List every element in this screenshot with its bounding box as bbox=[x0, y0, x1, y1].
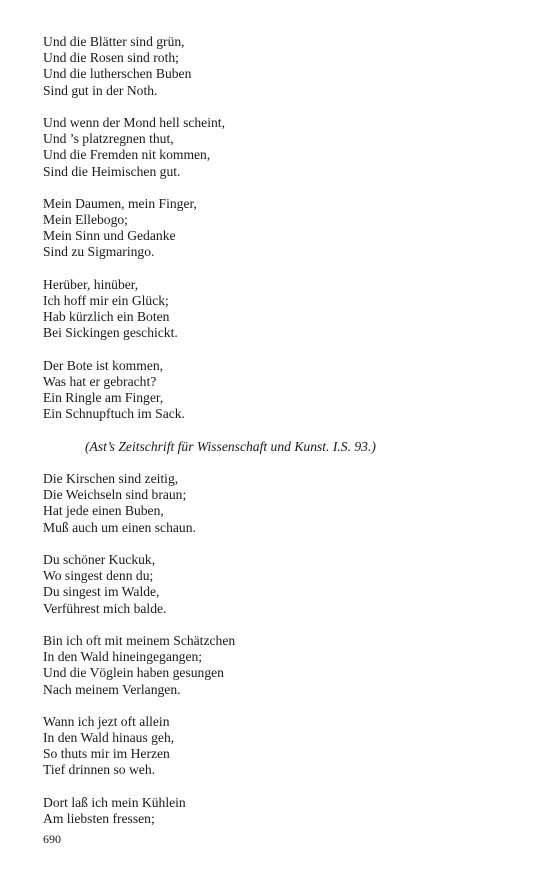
stanza-7 bbox=[43, 552, 523, 617]
verse-line: Bei Sickingen geschickt. bbox=[43, 325, 178, 341]
verse-line: In den Wald hineingegangen; bbox=[43, 649, 203, 665]
verse-line: Ein Schnupftuch im Sack. bbox=[43, 406, 185, 422]
stanza-10 bbox=[43, 795, 523, 827]
verse-line: Sind zu Sigmaringo. bbox=[43, 244, 155, 260]
verse-line: Und die lutherschen Buben bbox=[43, 66, 192, 82]
stanza-2 bbox=[43, 115, 523, 180]
verse-line: Mein Ellebogo; bbox=[43, 212, 128, 228]
verse-line: Und die Blätter sind grün, bbox=[43, 34, 185, 49]
verse-line: Und ’s platzregnen thut, bbox=[43, 131, 174, 147]
stanza-1 bbox=[43, 34, 523, 99]
verse-line: Herüber, hinüber, bbox=[43, 276, 139, 292]
verse-line: Ich hoff mir ein Glück; bbox=[43, 293, 169, 308]
verse-line: Die Weichseln sind braun; bbox=[43, 487, 187, 503]
verse-line: In den Wald hinaus geh, bbox=[43, 730, 175, 746]
verse-line: Der Bote ist kommen, bbox=[43, 357, 164, 373]
stanza-9 bbox=[43, 714, 523, 779]
verse-line: Sind die Heimischen gut. bbox=[43, 163, 181, 179]
verse-line: Was hat er gebracht? bbox=[43, 373, 157, 389]
verse-line: Die Kirschen sind zeitig, bbox=[43, 471, 179, 487]
verse-line: So thuts mir im Herzen bbox=[43, 746, 170, 762]
verse-line: Und die Rosen sind roth; bbox=[43, 50, 179, 66]
source-citation: (Ast’s Zeitschrift für Wissenschaft und Kunst. I.S. 93.) bbox=[85, 438, 376, 454]
stanza-6 bbox=[43, 471, 523, 536]
verse-line: Hat jede einen Buben, bbox=[43, 503, 164, 519]
verse-line: Wo singest denn du; bbox=[43, 568, 154, 584]
verse-line: Mein Daumen, mein Finger, bbox=[43, 195, 197, 211]
verse-line: Bin ich oft mit meinem Schätzchen bbox=[43, 632, 236, 648]
verse-line: Tief drinnen so weh. bbox=[43, 762, 156, 778]
verse-line: Wann ich jezt oft allein bbox=[43, 713, 170, 729]
verse-line: Am liebsten fressen; bbox=[43, 811, 155, 827]
verse-line: Du schöner Kuckuk, bbox=[43, 552, 156, 568]
stanza-5 bbox=[43, 358, 523, 423]
verse-line: Dort laß ich mein Kühlein bbox=[43, 794, 186, 810]
verse-line: Sind gut in der Noth. bbox=[43, 82, 158, 98]
stanza-4 bbox=[43, 277, 523, 342]
verse-line: Hab kürzlich ein Boten bbox=[43, 309, 170, 325]
poem-page bbox=[43, 34, 523, 843]
verse-line: Du singest im Walde, bbox=[43, 584, 160, 600]
stanza-8 bbox=[43, 633, 523, 698]
verse-line: Muß auch um einen schaun. bbox=[43, 519, 196, 535]
stanza-3 bbox=[43, 196, 523, 261]
page-number: 690 bbox=[43, 832, 61, 846]
verse-line: Und die Vöglein haben gesungen bbox=[43, 665, 224, 681]
verse-line: Ein Ringle am Finger, bbox=[43, 390, 164, 406]
verse-line: Mein Sinn und Gedanke bbox=[43, 228, 176, 244]
verse-line: Und die Fremden nit kommen, bbox=[43, 147, 211, 163]
verse-line: Verführest mich balde. bbox=[43, 600, 167, 616]
verse-line: Nach meinem Verlangen. bbox=[43, 681, 181, 697]
verse-line: Und wenn der Mond hell scheint, bbox=[43, 114, 225, 130]
